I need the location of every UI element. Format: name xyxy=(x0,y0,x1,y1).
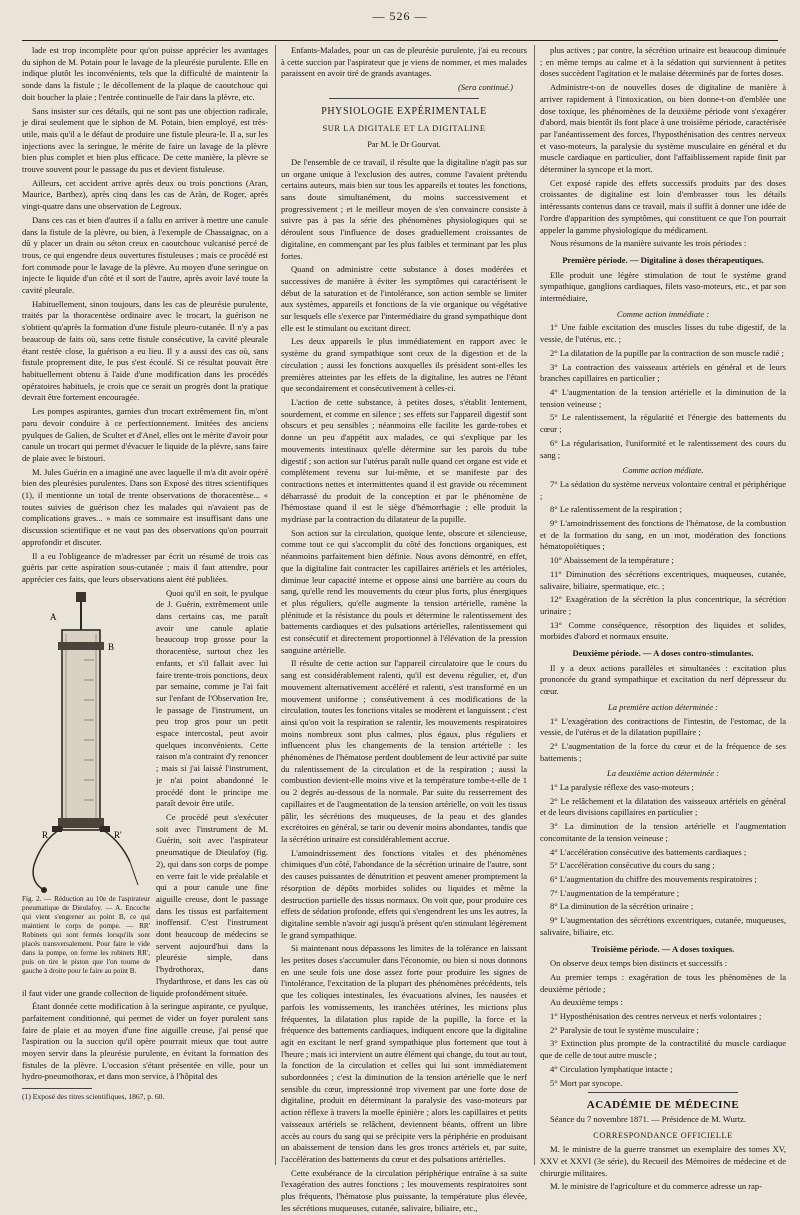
paragraph: M. le ministre de la guerre transmet un exemplaire des tomes XV, XXV et XXVI (3e série), du Recueil des Mémoires de médecine et de chirurgie militaires. xyxy=(540,1144,786,1178)
paragraph: Quoi qu'il en soit, le pyulque de J. Guérin, extrêmement utile dans certains cas, me paraît avoir une canule aplatie beaucoup trop grosse pour la thoracentèse, surtout chez les enfants, et s'il fallait avec lui faire trente-trois ponctions, deux par semaine, comme je l'ai fait sur l'enfant de l'Observation Ire, le passage de l'instrument, un peu trop gros pour un petit espace intercostal, peut avoir quelques inconvénients. Cette raison m'a contraint d'y renoncer ; mais si j'ai laissé l'instrument, je n'ai point abandonné le procédé dont le principe me paraît devoir être utile. xyxy=(156,587,268,809)
list-item: 1° La paralysie réflexe des vaso-moteurs ; xyxy=(550,782,694,793)
paragraph: M. Jules Guérin en a imaginé une avec laquelle il m'a dit avoir opéré bien des pleurésies purulentes. Dans son Exposé des titres scientifiques (1), il mentionne un total de trente observations de thoracentèse... « toutes suivies de guérison chez les malades qui n'avaient pas de complications graves... » mais ce sommaire est insuffisant dans une discussion scientifique et ne vaut pas des observations qu'on pourrait approfondir et discuter. xyxy=(22,466,268,547)
list-item: 6° L'augmentation du chiffre des mouvements respiratoires ; xyxy=(550,874,757,884)
paragraph: Il résulte de cette action sur l'appareil circulatoire que le cours du sang est considérablement ralenti, qu'il est devenu régulier, et, d'un mouvement alternativement accéléré et ralenti, s'est transformé en un mouvement uniforme ; conséutivement à ces modifications de la circulation, toutes les fonctions vitales se modèrent et languissent ; c'est ainsi qu'on voit la respiration se ralentir, les mouvements respiratoires moins nombreux sont plus calmes, plus égaux, plus réguliers et influencent plus les changements de la tension artérielle : les phénomènes de l'hématose perdent doublement de leur activité par suite du ralentissement de la circulation et de la respiration ; aussi la combustion devient-elle moins vive et la température tombe-t-elle de 1 ou 2 degrés au-dessous de la normale. Par suite du resserrement des capillaires et de l'augmentation de la tension artérielle, on voit les tissus pâlir, les sécrétions des muqueuses, de la peau et des glandes excrétoires en général, se tarir ou devenir moins abondantes, tandis que la sécrétion urinaire est considérablement accrue. xyxy=(281,658,527,844)
paragraph: On observe deux temps bien distincts et successifs : xyxy=(550,958,728,969)
section-subtitle: SUR LA DIGITALE ET LA DIGITALINE xyxy=(322,123,486,133)
list-item: 8° La diminution de la sécrétion urinaire ; xyxy=(550,901,694,912)
section-title: PHYSIOLOGIE EXPÉRIMENTALE xyxy=(321,105,487,117)
figure-label: R' xyxy=(114,829,122,840)
page-number: — 526 — xyxy=(372,9,428,23)
figure-label: R xyxy=(42,829,49,840)
list-item: 2° Le relâchement et la dilatation des vaisseaux artériels en général et de leurs divisions capillaires en particulier ; xyxy=(540,795,786,818)
subheading: Comme action immédiate : xyxy=(616,308,710,319)
list-item: 1° L'exagération des contractions de l'intestin, de l'estomac, de la vessie, de l'utérus et de la dilatation pupillaire ; xyxy=(540,715,786,738)
paragraph: M. le ministre de l'agriculture et du commerce adresse un rap- xyxy=(550,1181,763,1192)
aspirator-illustration xyxy=(22,590,148,895)
header-rule xyxy=(22,40,778,41)
paragraph: Ce procédé peut s'exécuter soit avec l'instrument de M. Guérin, soit avec l'aspirateur pneumatique de Dieulafoy (fig. 2), qui dans son corps de pompe en verre fait le vide préalable et qui a pour canule une fine aiguille creuse, dont le passage dans les tissus est parfaitement inoffensif. C'est l'instrument dont beaucoup de médecins se servent aujourd'hui dans la pleurésie simple, dans l'hydrothorax, dans l'hydarthrose, et dans les cas où il faut vider une grande collection de liquide profondément située. xyxy=(22,812,268,998)
list-item: 4° L'augmentation de la tension artérielle et la diminution de la tension veineuse ; xyxy=(540,386,786,409)
paragraph: L'action de cette substance, à petites doses, s'établit lentement, sourdement, et comme en silence ; ses effets sur l'appareil digestif sont obscurs et peu sensibles ; néanmoins elle facilite les garde-robes et donne un peu d'appétit aux malades, ce qui s'explique par les mouvements intestinaux qu'elle détermine sur les parois du tube digestif ; son action sur l'utérus paraît nulle quand cet organe est vide et complètement revenu sur lui-même, et se manifeste par des contractions nettes et intermittentes quand il est gravide ou récemment débarrassé du produit de la conception et par le phénomène de l'hémostase quand il est le siège d'hémorrhagie ; elle produit la mydriase par la contraction du dilatateur de la pupille. xyxy=(281,396,527,525)
figure-caption: Fig. 2. — Réduction au 10e de l'aspirateur pneumatique de Dieulafoy. — A. Encoche qui vient s'engrener au point B, ce qui maintient le corps de pompe. — RR' Robinets qui sont fermés lorsqu'ils sont placés transversalement. Pour faire le vide dans la pompe, on ferme les robinets RR', puis on tire le piston que l'on tourne de gauche à droite pour le faire au point B. xyxy=(22,894,150,975)
column-middle xyxy=(281,45,527,1213)
list-item: 12° Exagération de la sécrétion la plus concentrique, la sécrétion urinaire ; xyxy=(540,594,786,616)
list-item: 2° La dilatation de la pupille par la contraction de son muscle radié ; xyxy=(550,347,784,358)
paragraph: Dans ces cas et bien d'autres il a fallu en arriver à mettre une canule dans la fistule de la plèvre, ou bien, à l'exemple de Chassaignac, on a dû y placer un drain ou séton creux en caoutchouc vulcanisé percé de trous, ce qui engendre deux ouvertures fistuleuses ; mais ce procédé est fort commode pour le lavage de la plèvre. Au moyen d'une seringue on injecte le liquide d'un côté et il sort de l'autre, après avoir lavé toute la cavité pleurale. xyxy=(22,214,268,296)
column-separator xyxy=(275,45,276,1165)
column-right xyxy=(540,45,786,1192)
list-item: 11° Diminution des sécrétions excentriques, muqueuses, cutanée, salivaire, biliaire, spermatique, etc. ; xyxy=(540,568,786,591)
academy-heading: ACADÉMIE DE MÉDECINE xyxy=(586,1099,740,1112)
list-item: 13° Comme conséquence, résorption des liquides et solides, morbides d'abord et normaux ensuite. xyxy=(540,619,786,642)
paragraph: L'amoindrissement des fonctions vitales et des phénomènes chimiques d'un côté, l'abondance de la sécrétion urinaire de l'autre, sont des causes puissantes de dénutrition et peuvent amener promptement la résorption de dépôts morbides solides ou liquides et même la destruction partielle des tissus normaux. On voit que, pour produire ces effets de sédation profonde, effets qui s'engendrent les uns les autres, la digitaline semble n'avoir agi jusqu'à présent qu'en stimulant légèrement le grand sympathique. xyxy=(281,847,527,940)
section-author: Par M. le Dr Gourvat. xyxy=(367,140,441,150)
paragraph: Quand on administre cette substance à doses modérées et successives de manière à éviter les symptômes qui caractérisent le début de la saturation et de l'intolérance, son action semble se limiter aux systèmes, appareils et fonctions de la vie organique ou végétative sur lesquels elle s'exerce par l'intermédiaire du grand sympathique dont elle est le stimulant ou excitant direct. xyxy=(281,264,527,333)
period-heading: Deuxième période. — A doses contro-stimulantes. xyxy=(572,648,754,659)
paragraph: Administre-t-on de nouvelles doses de digitaline de manière à arriver rapidement à l'intoxication, ou bien donne-t-on d'emblée une dose toxique, les phénomènes de la deuxième période vont s'exagérer d'abord, mais bientôt ils font place à une troisième période, caractérisée par l'anéantissement des forces, l'hyposthénisation des centres nerveux et vaso-moteurs, la paralysie du système musculaire en général et du muscle cardiaque en particulier, dont l'affaiblissement rapide finit par déterminer la syncope et la mort. xyxy=(540,82,786,175)
period-heading: Troisième période. — A doses toxiques. xyxy=(591,943,735,954)
list-item: 1° Hyposthénisation des centres nerveux et nerfs volontaires ; xyxy=(550,1011,762,1022)
paragraph: Sans insister sur ces détails, qui ne sont pas une objection radicale, je dirai seulement que le siphon de M. Potain, bien employé, est très-utile, mais qu'il a le défaut de produire une fistule pleura-le. Il a, sur les injections avec la seringue, le mérite de faire un lavage de la plèvre bien plus complet et bien plus efficace. De cette manière, la plèvre se trouve souvent pour le passage du pus et devient fistuleuse. xyxy=(22,105,268,175)
paragraph: plus actives ; par contre, la sécrétion urinaire est beaucoup diminuée ; en même temps au calme et à la sédation qui surviennent à petites doses succèdent l'agitation et le malaise déterminés par de fortes doses. xyxy=(540,45,786,79)
section-rule xyxy=(588,1092,738,1093)
paragraph: Cet exposé rapide des effets successifs produits par des doses croissantes de digitaline est loin d'embrasser tous les détails intéressants contenus dans ce travail, mais il suffit à donner une idée de l'ordre d'apparition des symptômes, qui constituent ce que l'on pourrait appeler la gamme physiologique du médicament. xyxy=(540,177,786,235)
paragraph: Les pompes aspirantes, garnies d'un trocart extrêmement fin, m'ont paru devoir conduire à ce perfectionnement. Imitées des anciens pyulques de Galien, de Scultet et d'Anel, elles ont le mérite d'avoir pour canule un trocart qui permet d'évacuer le liquide de la plèvre, sans faire de plaie avec le bistouri. xyxy=(22,406,268,463)
paragraph: De l'ensemble de ce travail, il résulte que la digitaline n'agit pas sur un organe unique à l'exclusion des autres, comme l'avaient prétendu certains auteurs, mais bien sur tous les appareils et toutes les fonctions, sans doute simultanément, du moins successivement et progressivement ; et le meilleur moyen de s'en convaincre consiste à suivre pas à pas la série des phénomènes physiologiques qui se déroulent sous l'influence de doses graduellement croissantes de digitaline, en commençant par les plus faibles et terminant par les plus fortes. xyxy=(281,156,527,261)
list-item: Au premier temps : exagération de tous les phénomènes de la deuxième période ; xyxy=(540,971,786,994)
paragraph: Cette exubérance de la circulation périphérique entraîne à sa suite l'exagération des autres fonctions ; les mouvements respiratoires sont plus fréquents, l'hématose plus puissante, la température plus élevée, les sécrétions muqueuses, cutanée, salivaire, biliaire, etc., xyxy=(281,1167,527,1213)
paragraph: Elle produit une légère stimulation de tout le système grand sympathique, ganglions cardiaques, filets vaso-moteurs, etc., et par son intermédiaire, xyxy=(540,269,786,304)
section-rule xyxy=(329,98,479,99)
figure-aspirator xyxy=(22,590,150,976)
paragraph: Les deux appareils le plus immédiatement en rapport avec le système du grand sympathique sont ceux de la digestion et de la circulation ; aussi les fonctions auxquelles ils président sont-elles les premières atteintes par les effets de la digitaline, les autres ne l'étant que secondairement et consécutivement à celles-ci. xyxy=(281,336,527,394)
list-item: 9° L'amoindrissement des fonctions de l'hématose, de la combustion et de la formation du sang, en un mot, modération des fonctions hématopoïétiques ; xyxy=(540,518,786,552)
session-line: Séance du 7 novembre 1871. — Présidence de M. Wurtz. xyxy=(550,1113,747,1124)
list-item: 5° Mort par syncope. xyxy=(550,1077,623,1088)
list-item: 9° L'augmentation des sécrétions excentriques, cutanée, muqueuses, salivaire, biliaire, etc. xyxy=(540,915,786,937)
list-item: 3° La contraction des vaisseaux artériels en général et de leurs branches capillaires en particulier ; xyxy=(540,361,786,384)
paragraph: Si maintenant nous dépassons les limites de la tolérance en laissant les petites doses s'accumuler dans l'économie, ou bien si nous donnons en une seule fois une dose assez forte pour produire les signes de l'intolérance, l'excitation de la plupart des phénomènes précédents, tels que les coliques intestinales, les évacuations alvines, les nausées et parfois les vomissements, les tranchées utérines, les mictions plus fréquentes, la dilatation plus rapide de la pupille, la force et la fréquence des battements cardiaques, indiquent encore que la digitaline agit en excitant le nerf grand sympathique plus fortement que tout à l'heure ; mais ici intervient un autre élément qui change, du tout au tout, la fonction de la circulation et celles qui lui sont immédiatement subordonnées ; c'est la diminution de la tension artérielle que le nerf sensible du cœur, impressionné trop vivement par une forte dose de digitaline, produit en déterminant la paralysie des vaso-moteurs par action réflexe à travers la moelle épinière ; alors les capillaires et petits vaisseaux artériels se relâchent, deviennent béants, offrent un libre accès au cours du sang qui se précipite vers la périphérie en produisant un abaissement de tension dans les gros troncs artériels et, par suite, l'accélération des battements du cœur et des pulsations artérielles. xyxy=(281,943,527,1164)
list-item: 2° L'augmentation de la force du cœur et de la fréquence de ses battements ; xyxy=(540,740,786,763)
paragraph: Nous résumons de la manière suivante les trois périodes : xyxy=(550,238,747,249)
correspondence-heading: CORRESPONDANCE OFFICIELLE xyxy=(593,1130,733,1140)
list-item: 2° Paralysie de tout le système musculaire ; xyxy=(550,1024,699,1035)
list-item: 8° Le ralentissement de la respiration ; xyxy=(550,504,683,515)
list-item: Au deuxième temps : xyxy=(550,997,623,1008)
subheading: Comme action médiate. xyxy=(622,465,704,476)
list-item: 7° La sédation du système nerveux volontaire central et périphérique ; xyxy=(540,478,786,501)
paragraph: Il y a deux actions parallèles et simultanées : excitation plus prononcée du grand sympathique et excitation du nerf dépresseur du cœur. xyxy=(540,662,786,697)
list-item: 3° Extinction plus prompte de la contractilité du muscle cardiaque que de celle de tout autre muscle ; xyxy=(540,1038,786,1061)
list-item: 4° L'accélération consécutive des battements cardiaques ; xyxy=(550,846,747,857)
subheading: La première action déterminée : xyxy=(608,701,718,712)
figure-label: A xyxy=(50,611,57,622)
list-item: 7° L'augmentation de la température ; xyxy=(550,887,680,898)
list-item: 6° La régularisation, l'uniformité et le ralentissement des cours du sang ; xyxy=(540,437,786,460)
footnote-rule xyxy=(22,1088,92,1089)
list-item: 1° Une faible excitation des muscles lisses du tube digestif, de la vessie, de l'utérus, etc. ; xyxy=(540,322,786,345)
column-separator xyxy=(534,45,535,1165)
paragraph: Étant donnée cette modification à la seringue aspirante, ce pyulque, parfaitement conditionné, qui permet de vider un foyer purulent sans faire de plaie et au moyen d'une fine aiguille creuse, j'ai pensé que l'aspiration ou la succion qu'il opère pourrait mieux que tout autre moyen servir dans la pleurésie purulente, en évitant la formation des fistules de la plèvre. L'occasion s'étant présentée en ville, pour un hydro-pneumothorax, et dans mon service, à l'hôpital des xyxy=(22,1001,268,1082)
period-heading: Première période. — Digitaline à doses thérapeutiques. xyxy=(562,254,764,265)
list-item: 5° Le ralentissement, la régularité et l'énergie des battements du cœur ; xyxy=(540,412,786,435)
paragraph: lade est trop incomplète pour qu'on puisse apprécier les avantages du siphon de M. Potain pour le lavage de la pleurésie purulente. Elle en indique plutôt les inconvénients, tels que la difficulté de maintenir la sonde dans la fistule ; le décollement de la plaque de caoutchouc qui doit boucher la plaie ; l'entrée continuelle de l'air dans la plèvre, etc. xyxy=(22,45,268,102)
figure-label: B xyxy=(108,641,115,652)
footnote: (1) Exposé des titres scientifiques, 1867, p. 60. xyxy=(22,1092,165,1102)
list-item: 3° La diminution de la tension artérielle et l'augmentation concomitante de la tension veineuse ; xyxy=(540,821,786,843)
paragraph: Il a eu l'obligeance de m'adresser par écrit un résumé de trois cas guéris par cette aspiration sous-cutanée ; mais il faut attendre, pour apprécier ces faits, que leurs observations aient été publiées. xyxy=(22,550,268,584)
paragraph: Enfants-Malades, pour un cas de pleurésie purulente, j'ai eu recours à cette succion par l'aspirateur que je viens de nommer, et mes malades paraissent en avoir tiré de grands avantages. xyxy=(281,45,527,79)
list-item: 4° Circulation lymphatique intacte ; xyxy=(550,1063,673,1074)
list-item: 5° L'accélération consécutive du cours du sang ; xyxy=(550,860,715,871)
column-left xyxy=(22,45,268,1165)
to-be-continued: (Sera continué.) xyxy=(457,82,513,93)
paragraph: Habituellement, sinon toujours, dans les cas de pleurésie purulente, traités par la thoracentèse ordinaire avec le trocart, la guérison ne s'obtient qu'après la formation d'une fistule pleuro-cutanée. Il n'y a pas beaucoup de faits où, sans cette fistule consécutive, la cavité pleurale étant restée close, la guérison a eu lieu. Il y a aussi des cas où, sans fistule proprement dite, le pus s'est écoulé. Si ce résultat pouvait être habituellement obtenu à l'aide d'une modification dans les procédés opératoires habituels, je crois que ce serait un progrès dont la pratique devrait être fortement encouragée. xyxy=(22,298,268,403)
paragraph: Son action sur la circulation, quoique lente, obscure et silencieuse, comme tout ce qui s'accomplit du côté des fonctions organiques, est néanmoins parfaitement bien définie. Nous avons démontré, en effet, que la digitaline fait contracter les capillaires artériels et les artérioles, diminue leur capacité interne et oppose ainsi une barrière au cours du sang, qu'elle rend les mouvements du cœur plus forts, plus énergiques et plus réguliers, qu'elle augmente la tension artérielle, ramène la plénitude et la résistance du pouls et détermine le ralentissement des battements cardiaques et des pulsations artérielles, ralentissement qui est consécutif et directement proportionnel à l'élévation de la pression sanguine artérielle. xyxy=(281,527,527,655)
list-item: 10° Abaissement de la température ; xyxy=(550,555,674,566)
subheading: La deuxième action déterminée : xyxy=(606,768,720,779)
paragraph: Ailleurs, cet accident arrive après deux ou trois ponctions (Aran, Maurice, Barthez), après cinq dans les cas de Aràn, de Roger, après vingt-quatre dans une observation de Legroux. xyxy=(22,177,268,212)
